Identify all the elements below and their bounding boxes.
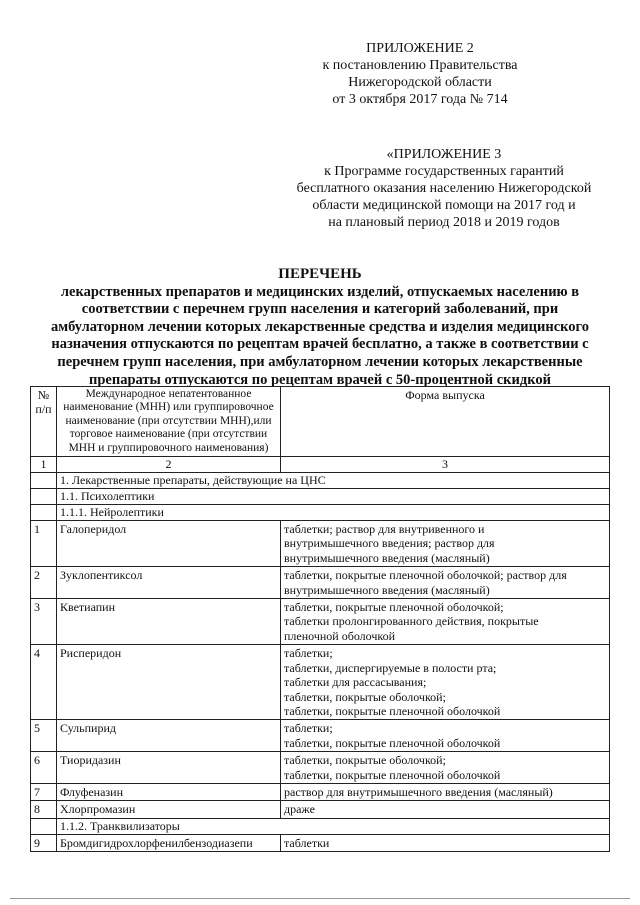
subsection-row <box>31 505 610 521</box>
subsection-title: 1.1.1. Нейролептики <box>57 505 610 521</box>
column-number: 2 <box>57 457 281 473</box>
table-row <box>31 783 610 800</box>
form-line: таблетки, диспергируемые в полости рта; <box>284 660 497 675</box>
drug-name: Хлорпромазин <box>57 801 281 818</box>
appendix-3-line: области медицинской помощи на 2017 год и <box>312 198 576 213</box>
drug-forms <box>281 752 610 784</box>
appendix-3-caption <box>262 146 626 231</box>
drug-name: Флуфеназин <box>57 783 281 800</box>
header-name: Международное непатентованное наименование (МНН) или группировочное наименование (при отсутствии МНН),или торговое наименование (при отсутствии МНН и группировочного наименования) <box>57 387 281 457</box>
form-line: таблетки; <box>284 721 333 736</box>
table-row <box>31 834 610 851</box>
row-number: 6 <box>31 752 57 784</box>
table-header-row <box>31 387 610 457</box>
table-row <box>31 521 610 567</box>
drug-forms <box>281 521 610 567</box>
document-title: ПЕРЕЧЕНЬ <box>278 266 362 282</box>
form-line: раствор для внутримышечного введения (масляный) <box>284 784 553 799</box>
heading-line: амбулаторном лечении которых лекарственные средства и изделия медицинского <box>50 318 590 335</box>
form-line: таблетки; раствор для внутривенного и <box>284 522 485 537</box>
drug-forms <box>281 645 610 720</box>
table-row <box>31 599 610 645</box>
heading-line: назначения отпускаются по рецептам врачей бесплатно, а также в соответствии с <box>51 336 589 353</box>
form-line: внутримышечного введения (масляный) <box>284 550 490 565</box>
heading-line: препараты отпускаются по рецептам врачей с 50-процентной скидкой <box>89 371 551 388</box>
table-row <box>31 567 610 599</box>
header-number: № п/п <box>31 387 57 457</box>
section-title: 1. Лекарственные препараты, действующие на ЦНС <box>57 473 610 489</box>
header-form: Форма выпуска <box>281 387 610 457</box>
form-line: таблетки, покрытые пленочной оболочкой <box>284 703 501 718</box>
medicines-table <box>30 386 610 852</box>
drug-rows-group <box>31 834 610 851</box>
drug-rows-group <box>31 521 610 819</box>
document-heading <box>30 266 610 389</box>
row-number: 5 <box>31 720 57 752</box>
form-line: таблетки пролонгированного действия, покрытые <box>284 614 539 629</box>
subsection-row <box>31 489 610 505</box>
table-row <box>31 752 610 784</box>
appendix-3-line: на плановый период 2018 и 2019 годов <box>328 215 560 230</box>
drug-name: Зуклопентиксол <box>57 567 281 599</box>
appendix-3-line: к Программе государственных гарантий <box>324 164 564 179</box>
appendix-2-title: ПРИЛОЖЕНИЕ 2 <box>366 41 474 56</box>
form-line: внутримышечного введения (масляный) <box>284 582 490 597</box>
row-number: 2 <box>31 567 57 599</box>
section-row <box>31 473 610 489</box>
appendix-2-caption <box>300 40 540 108</box>
heading-line: перечнем групп населения, при амбулаторном лечении которых лекарственные <box>57 353 583 370</box>
form-line: пленочной оболочкой <box>284 628 396 643</box>
drug-name: Кветиапин <box>57 599 281 645</box>
form-line: таблетки для рассасывания; <box>284 675 427 690</box>
form-line: таблетки, покрытые пленочной оболочкой; раствор для <box>284 568 567 583</box>
subsection-title: 1.1.2. Транквилизаторы <box>57 818 610 834</box>
row-number: 1 <box>31 521 57 567</box>
drug-name: Рисперидон <box>57 645 281 720</box>
appendix-2-line: Нижегородской области <box>348 75 492 90</box>
heading-line: лекарственных препаратов и медицинских изделий, отпускаемых населению в <box>60 283 580 300</box>
appendix-2-date: от 3 октября 2017 года № 714 <box>332 92 508 107</box>
column-numbers-row <box>31 457 610 473</box>
form-line: драже <box>284 802 315 817</box>
column-number: 1 <box>31 457 57 473</box>
form-line: таблетки, покрытые пленочной оболочкой; <box>284 600 504 615</box>
table-row <box>31 801 610 818</box>
drug-name: Сульпирид <box>57 720 281 752</box>
table-row <box>31 720 610 752</box>
row-number: 4 <box>31 645 57 720</box>
row-number: 7 <box>31 783 57 800</box>
row-number: 8 <box>31 801 57 818</box>
appendix-3-title: «ПРИЛОЖЕНИЕ 3 <box>386 147 502 162</box>
drug-name: Бромдигидрохлорфенилбензодиазепи <box>57 834 281 851</box>
drug-forms <box>281 783 610 800</box>
form-line: таблетки, покрытые оболочкой; <box>284 753 446 768</box>
drug-name: Галоперидол <box>57 521 281 567</box>
drug-forms <box>281 834 610 851</box>
table-row <box>31 645 610 720</box>
column-number: 3 <box>281 457 610 473</box>
scan-edge-line <box>10 898 630 899</box>
drug-name: Тиоридазин <box>57 752 281 784</box>
subsection-title: 1.1. Психолептики <box>57 489 610 505</box>
row-number: 9 <box>31 834 57 851</box>
drug-forms <box>281 599 610 645</box>
drug-forms <box>281 801 610 818</box>
row-number: 3 <box>31 599 57 645</box>
form-line: таблетки, покрытые пленочной оболочкой <box>284 735 501 750</box>
form-line: таблетки <box>284 835 330 850</box>
drug-forms <box>281 567 610 599</box>
drug-forms <box>281 720 610 752</box>
form-line: таблетки, покрытые оболочкой; <box>284 689 446 704</box>
form-line: внутримышечного введения; раствор для <box>284 536 495 551</box>
heading-line: соответствии с перечнем групп населения и категорий заболеваний, при <box>81 301 559 318</box>
subsection-row <box>31 818 610 834</box>
appendix-2-line: к постановлению Правительства <box>322 58 518 73</box>
appendix-3-line: бесплатного оказания населению Нижегородской <box>296 181 592 196</box>
form-line: таблетки; <box>284 646 333 661</box>
form-line: таблетки, покрытые пленочной оболочкой <box>284 767 501 782</box>
